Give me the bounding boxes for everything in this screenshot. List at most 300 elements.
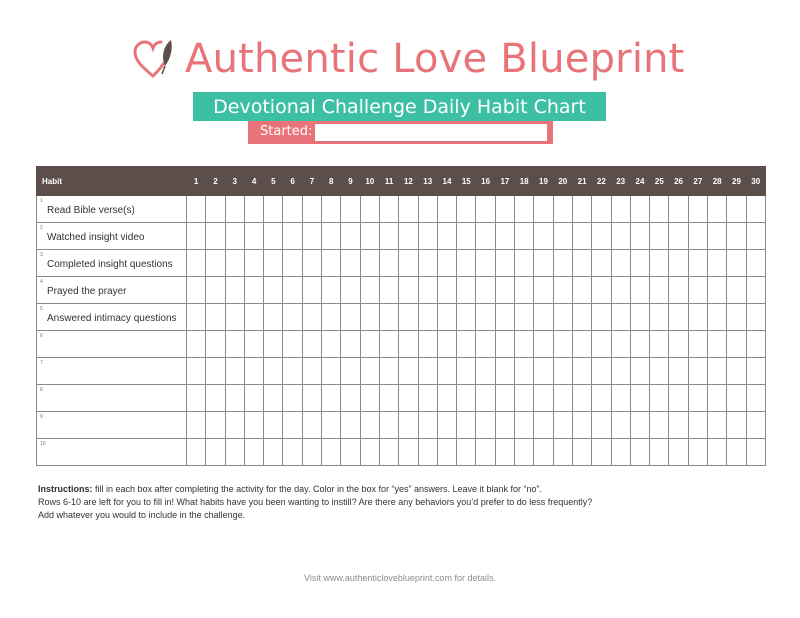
day-checkbox-cell[interactable] [264, 196, 283, 223]
day-checkbox-cell[interactable] [650, 412, 669, 439]
day-checkbox-cell[interactable] [341, 196, 360, 223]
day-checkbox-cell[interactable] [206, 412, 225, 439]
day-checkbox-cell[interactable] [264, 304, 283, 331]
day-checkbox-cell[interactable] [457, 439, 476, 466]
day-checkbox-cell[interactable] [187, 250, 206, 277]
day-checkbox-cell[interactable] [225, 439, 244, 466]
day-checkbox-cell[interactable] [264, 250, 283, 277]
day-checkbox-cell[interactable] [418, 412, 437, 439]
day-checkbox-cell[interactable] [379, 412, 398, 439]
day-checkbox-cell[interactable] [399, 277, 418, 304]
day-checkbox-cell[interactable] [630, 412, 649, 439]
day-checkbox-cell[interactable] [515, 358, 534, 385]
habit-cell[interactable] [37, 358, 187, 385]
day-checkbox-cell[interactable] [225, 412, 244, 439]
day-checkbox-cell[interactable] [341, 304, 360, 331]
day-checkbox-cell[interactable] [187, 439, 206, 466]
day-checkbox-cell[interactable] [534, 304, 553, 331]
day-checkbox-cell[interactable] [669, 223, 688, 250]
day-checkbox-cell[interactable] [322, 277, 341, 304]
day-checkbox-cell[interactable] [225, 250, 244, 277]
day-checkbox-cell[interactable] [727, 439, 746, 466]
day-checkbox-cell[interactable] [360, 331, 379, 358]
day-checkbox-cell[interactable] [669, 196, 688, 223]
habit-cell[interactable] [37, 412, 187, 439]
day-checkbox-cell[interactable] [360, 250, 379, 277]
day-checkbox-cell[interactable] [457, 358, 476, 385]
day-checkbox-cell[interactable] [437, 358, 456, 385]
day-checkbox-cell[interactable] [669, 331, 688, 358]
day-checkbox-cell[interactable] [264, 439, 283, 466]
day-checkbox-cell[interactable] [611, 358, 630, 385]
day-checkbox-cell[interactable] [592, 304, 611, 331]
day-checkbox-cell[interactable] [495, 250, 514, 277]
day-checkbox-cell[interactable] [399, 250, 418, 277]
day-checkbox-cell[interactable] [341, 277, 360, 304]
day-checkbox-cell[interactable] [572, 331, 591, 358]
day-checkbox-cell[interactable] [611, 250, 630, 277]
day-checkbox-cell[interactable] [283, 439, 302, 466]
day-checkbox-cell[interactable] [688, 439, 707, 466]
day-checkbox-cell[interactable] [476, 331, 495, 358]
day-checkbox-cell[interactable] [650, 250, 669, 277]
day-checkbox-cell[interactable] [457, 250, 476, 277]
day-checkbox-cell[interactable] [341, 385, 360, 412]
day-checkbox-cell[interactable] [476, 223, 495, 250]
day-checkbox-cell[interactable] [244, 277, 263, 304]
day-checkbox-cell[interactable] [708, 439, 727, 466]
day-checkbox-cell[interactable] [264, 223, 283, 250]
day-checkbox-cell[interactable] [688, 277, 707, 304]
day-checkbox-cell[interactable] [437, 196, 456, 223]
day-checkbox-cell[interactable] [495, 196, 514, 223]
habit-cell[interactable] [37, 223, 187, 250]
habit-cell[interactable] [37, 196, 187, 223]
day-checkbox-cell[interactable] [379, 304, 398, 331]
day-checkbox-cell[interactable] [572, 304, 591, 331]
day-checkbox-cell[interactable] [187, 196, 206, 223]
day-checkbox-cell[interactable] [244, 331, 263, 358]
day-checkbox-cell[interactable] [225, 277, 244, 304]
day-checkbox-cell[interactable] [187, 223, 206, 250]
day-checkbox-cell[interactable] [244, 385, 263, 412]
day-checkbox-cell[interactable] [534, 223, 553, 250]
day-checkbox-cell[interactable] [457, 223, 476, 250]
day-checkbox-cell[interactable] [244, 412, 263, 439]
habit-cell[interactable] [37, 250, 187, 277]
day-checkbox-cell[interactable] [650, 439, 669, 466]
day-checkbox-cell[interactable] [669, 250, 688, 277]
day-checkbox-cell[interactable] [592, 250, 611, 277]
day-checkbox-cell[interactable] [688, 250, 707, 277]
day-checkbox-cell[interactable] [206, 250, 225, 277]
day-checkbox-cell[interactable] [727, 304, 746, 331]
day-checkbox-cell[interactable] [476, 412, 495, 439]
day-checkbox-cell[interactable] [302, 277, 321, 304]
day-checkbox-cell[interactable] [650, 277, 669, 304]
day-checkbox-cell[interactable] [572, 277, 591, 304]
day-checkbox-cell[interactable] [418, 331, 437, 358]
day-checkbox-cell[interactable] [534, 277, 553, 304]
day-checkbox-cell[interactable] [611, 196, 630, 223]
day-checkbox-cell[interactable] [360, 358, 379, 385]
day-checkbox-cell[interactable] [592, 412, 611, 439]
day-checkbox-cell[interactable] [534, 358, 553, 385]
day-checkbox-cell[interactable] [322, 439, 341, 466]
day-checkbox-cell[interactable] [553, 250, 572, 277]
day-checkbox-cell[interactable] [630, 277, 649, 304]
day-checkbox-cell[interactable] [746, 385, 765, 412]
day-checkbox-cell[interactable] [708, 196, 727, 223]
day-checkbox-cell[interactable] [399, 412, 418, 439]
day-checkbox-cell[interactable] [187, 385, 206, 412]
day-checkbox-cell[interactable] [708, 358, 727, 385]
day-checkbox-cell[interactable] [322, 223, 341, 250]
day-checkbox-cell[interactable] [746, 277, 765, 304]
day-checkbox-cell[interactable] [225, 358, 244, 385]
day-checkbox-cell[interactable] [746, 196, 765, 223]
day-checkbox-cell[interactable] [206, 277, 225, 304]
day-checkbox-cell[interactable] [708, 277, 727, 304]
day-checkbox-cell[interactable] [669, 277, 688, 304]
day-checkbox-cell[interactable] [592, 277, 611, 304]
day-checkbox-cell[interactable] [534, 331, 553, 358]
day-checkbox-cell[interactable] [630, 385, 649, 412]
day-checkbox-cell[interactable] [708, 412, 727, 439]
day-checkbox-cell[interactable] [264, 358, 283, 385]
day-checkbox-cell[interactable] [302, 331, 321, 358]
day-checkbox-cell[interactable] [515, 439, 534, 466]
day-checkbox-cell[interactable] [515, 412, 534, 439]
day-checkbox-cell[interactable] [650, 304, 669, 331]
day-checkbox-cell[interactable] [360, 439, 379, 466]
day-checkbox-cell[interactable] [264, 331, 283, 358]
day-checkbox-cell[interactable] [592, 223, 611, 250]
day-checkbox-cell[interactable] [572, 196, 591, 223]
day-checkbox-cell[interactable] [727, 358, 746, 385]
day-checkbox-cell[interactable] [708, 331, 727, 358]
day-checkbox-cell[interactable] [244, 304, 263, 331]
day-checkbox-cell[interactable] [515, 331, 534, 358]
day-checkbox-cell[interactable] [611, 385, 630, 412]
habit-cell[interactable] [37, 304, 187, 331]
day-checkbox-cell[interactable] [592, 196, 611, 223]
day-checkbox-cell[interactable] [322, 196, 341, 223]
day-checkbox-cell[interactable] [630, 439, 649, 466]
day-checkbox-cell[interactable] [302, 223, 321, 250]
day-checkbox-cell[interactable] [418, 196, 437, 223]
day-checkbox-cell[interactable] [746, 412, 765, 439]
day-checkbox-cell[interactable] [476, 385, 495, 412]
day-checkbox-cell[interactable] [399, 385, 418, 412]
day-checkbox-cell[interactable] [630, 331, 649, 358]
day-checkbox-cell[interactable] [418, 304, 437, 331]
day-checkbox-cell[interactable] [322, 358, 341, 385]
day-checkbox-cell[interactable] [611, 304, 630, 331]
day-checkbox-cell[interactable] [515, 250, 534, 277]
day-checkbox-cell[interactable] [650, 196, 669, 223]
day-checkbox-cell[interactable] [264, 277, 283, 304]
day-checkbox-cell[interactable] [225, 223, 244, 250]
day-checkbox-cell[interactable] [457, 304, 476, 331]
day-checkbox-cell[interactable] [669, 358, 688, 385]
day-checkbox-cell[interactable] [437, 277, 456, 304]
day-checkbox-cell[interactable] [688, 223, 707, 250]
day-checkbox-cell[interactable] [611, 223, 630, 250]
day-checkbox-cell[interactable] [206, 385, 225, 412]
day-checkbox-cell[interactable] [476, 277, 495, 304]
day-checkbox-cell[interactable] [322, 250, 341, 277]
day-checkbox-cell[interactable] [708, 223, 727, 250]
day-checkbox-cell[interactable] [206, 439, 225, 466]
day-checkbox-cell[interactable] [611, 331, 630, 358]
day-checkbox-cell[interactable] [302, 385, 321, 412]
day-checkbox-cell[interactable] [399, 223, 418, 250]
day-checkbox-cell[interactable] [611, 412, 630, 439]
day-checkbox-cell[interactable] [457, 277, 476, 304]
day-checkbox-cell[interactable] [727, 412, 746, 439]
day-checkbox-cell[interactable] [746, 304, 765, 331]
footer-link[interactable]: Visit www.authenticloveblueprint.com for details. [304, 573, 496, 583]
day-checkbox-cell[interactable] [688, 412, 707, 439]
day-checkbox-cell[interactable] [572, 412, 591, 439]
day-checkbox-cell[interactable] [206, 331, 225, 358]
day-checkbox-cell[interactable] [688, 196, 707, 223]
day-checkbox-cell[interactable] [437, 250, 456, 277]
day-checkbox-cell[interactable] [399, 439, 418, 466]
day-checkbox-cell[interactable] [746, 223, 765, 250]
day-checkbox-cell[interactable] [572, 358, 591, 385]
day-checkbox-cell[interactable] [708, 304, 727, 331]
day-checkbox-cell[interactable] [264, 412, 283, 439]
day-checkbox-cell[interactable] [727, 223, 746, 250]
day-checkbox-cell[interactable] [418, 439, 437, 466]
started-input[interactable] [315, 124, 547, 141]
day-checkbox-cell[interactable] [283, 223, 302, 250]
day-checkbox-cell[interactable] [688, 385, 707, 412]
day-checkbox-cell[interactable] [225, 331, 244, 358]
day-checkbox-cell[interactable] [302, 412, 321, 439]
day-checkbox-cell[interactable] [572, 439, 591, 466]
day-checkbox-cell[interactable] [225, 385, 244, 412]
day-checkbox-cell[interactable] [322, 385, 341, 412]
day-checkbox-cell[interactable] [495, 277, 514, 304]
day-checkbox-cell[interactable] [650, 385, 669, 412]
day-checkbox-cell[interactable] [727, 196, 746, 223]
day-checkbox-cell[interactable] [688, 331, 707, 358]
day-checkbox-cell[interactable] [302, 250, 321, 277]
day-checkbox-cell[interactable] [534, 385, 553, 412]
day-checkbox-cell[interactable] [495, 358, 514, 385]
day-checkbox-cell[interactable] [187, 277, 206, 304]
day-checkbox-cell[interactable] [187, 412, 206, 439]
day-checkbox-cell[interactable] [727, 385, 746, 412]
day-checkbox-cell[interactable] [592, 358, 611, 385]
day-checkbox-cell[interactable] [553, 385, 572, 412]
day-checkbox-cell[interactable] [495, 385, 514, 412]
day-checkbox-cell[interactable] [244, 250, 263, 277]
day-checkbox-cell[interactable] [476, 439, 495, 466]
day-checkbox-cell[interactable] [746, 439, 765, 466]
day-checkbox-cell[interactable] [322, 331, 341, 358]
day-checkbox-cell[interactable] [379, 358, 398, 385]
day-checkbox-cell[interactable] [283, 412, 302, 439]
day-checkbox-cell[interactable] [283, 277, 302, 304]
habit-cell[interactable] [37, 385, 187, 412]
day-checkbox-cell[interactable] [572, 250, 591, 277]
day-checkbox-cell[interactable] [341, 331, 360, 358]
day-checkbox-cell[interactable] [534, 439, 553, 466]
day-checkbox-cell[interactable] [476, 304, 495, 331]
day-checkbox-cell[interactable] [495, 223, 514, 250]
day-checkbox-cell[interactable] [187, 358, 206, 385]
day-checkbox-cell[interactable] [553, 412, 572, 439]
day-checkbox-cell[interactable] [650, 358, 669, 385]
day-checkbox-cell[interactable] [437, 223, 456, 250]
day-checkbox-cell[interactable] [437, 331, 456, 358]
day-checkbox-cell[interactable] [322, 304, 341, 331]
day-checkbox-cell[interactable] [283, 196, 302, 223]
day-checkbox-cell[interactable] [302, 439, 321, 466]
day-checkbox-cell[interactable] [476, 196, 495, 223]
day-checkbox-cell[interactable] [283, 331, 302, 358]
day-checkbox-cell[interactable] [553, 196, 572, 223]
day-checkbox-cell[interactable] [418, 385, 437, 412]
day-checkbox-cell[interactable] [244, 223, 263, 250]
day-checkbox-cell[interactable] [515, 385, 534, 412]
day-checkbox-cell[interactable] [553, 331, 572, 358]
habit-cell[interactable] [37, 331, 187, 358]
day-checkbox-cell[interactable] [244, 196, 263, 223]
day-checkbox-cell[interactable] [360, 385, 379, 412]
habit-cell[interactable] [37, 439, 187, 466]
day-checkbox-cell[interactable] [418, 358, 437, 385]
day-checkbox-cell[interactable] [399, 331, 418, 358]
day-checkbox-cell[interactable] [244, 439, 263, 466]
day-checkbox-cell[interactable] [534, 250, 553, 277]
day-checkbox-cell[interactable] [572, 223, 591, 250]
day-checkbox-cell[interactable] [225, 196, 244, 223]
day-checkbox-cell[interactable] [746, 250, 765, 277]
day-checkbox-cell[interactable] [360, 277, 379, 304]
day-checkbox-cell[interactable] [688, 358, 707, 385]
day-checkbox-cell[interactable] [592, 331, 611, 358]
day-checkbox-cell[interactable] [495, 304, 514, 331]
day-checkbox-cell[interactable] [437, 304, 456, 331]
day-checkbox-cell[interactable] [457, 412, 476, 439]
day-checkbox-cell[interactable] [708, 250, 727, 277]
day-checkbox-cell[interactable] [669, 412, 688, 439]
day-checkbox-cell[interactable] [688, 304, 707, 331]
day-checkbox-cell[interactable] [379, 196, 398, 223]
day-checkbox-cell[interactable] [669, 439, 688, 466]
day-checkbox-cell[interactable] [727, 250, 746, 277]
day-checkbox-cell[interactable] [650, 331, 669, 358]
day-checkbox-cell[interactable] [495, 439, 514, 466]
day-checkbox-cell[interactable] [515, 223, 534, 250]
day-checkbox-cell[interactable] [283, 250, 302, 277]
day-checkbox-cell[interactable] [727, 277, 746, 304]
day-checkbox-cell[interactable] [206, 304, 225, 331]
day-checkbox-cell[interactable] [379, 439, 398, 466]
day-checkbox-cell[interactable] [206, 223, 225, 250]
day-checkbox-cell[interactable] [592, 439, 611, 466]
day-checkbox-cell[interactable] [206, 196, 225, 223]
day-checkbox-cell[interactable] [360, 196, 379, 223]
day-checkbox-cell[interactable] [302, 304, 321, 331]
day-checkbox-cell[interactable] [495, 331, 514, 358]
day-checkbox-cell[interactable] [515, 304, 534, 331]
day-checkbox-cell[interactable] [611, 439, 630, 466]
day-checkbox-cell[interactable] [708, 385, 727, 412]
day-checkbox-cell[interactable] [206, 358, 225, 385]
day-checkbox-cell[interactable] [322, 412, 341, 439]
day-checkbox-cell[interactable] [264, 385, 283, 412]
day-checkbox-cell[interactable] [457, 385, 476, 412]
day-checkbox-cell[interactable] [379, 223, 398, 250]
day-checkbox-cell[interactable] [553, 277, 572, 304]
day-checkbox-cell[interactable] [495, 412, 514, 439]
day-checkbox-cell[interactable] [630, 304, 649, 331]
day-checkbox-cell[interactable] [727, 331, 746, 358]
day-checkbox-cell[interactable] [283, 358, 302, 385]
day-checkbox-cell[interactable] [669, 385, 688, 412]
day-checkbox-cell[interactable] [534, 196, 553, 223]
day-checkbox-cell[interactable] [476, 358, 495, 385]
day-checkbox-cell[interactable] [553, 223, 572, 250]
day-checkbox-cell[interactable] [630, 196, 649, 223]
day-checkbox-cell[interactable] [399, 304, 418, 331]
day-checkbox-cell[interactable] [360, 412, 379, 439]
day-checkbox-cell[interactable] [476, 250, 495, 277]
day-checkbox-cell[interactable] [341, 412, 360, 439]
day-checkbox-cell[interactable] [630, 358, 649, 385]
day-checkbox-cell[interactable] [187, 331, 206, 358]
day-checkbox-cell[interactable] [225, 304, 244, 331]
day-checkbox-cell[interactable] [630, 250, 649, 277]
day-checkbox-cell[interactable] [572, 385, 591, 412]
day-checkbox-cell[interactable] [302, 358, 321, 385]
day-checkbox-cell[interactable] [437, 439, 456, 466]
day-checkbox-cell[interactable] [341, 250, 360, 277]
day-checkbox-cell[interactable] [437, 385, 456, 412]
day-checkbox-cell[interactable] [611, 277, 630, 304]
day-checkbox-cell[interactable] [553, 304, 572, 331]
day-checkbox-cell[interactable] [283, 304, 302, 331]
habit-cell[interactable] [37, 277, 187, 304]
day-checkbox-cell[interactable] [746, 331, 765, 358]
day-checkbox-cell[interactable] [379, 331, 398, 358]
day-checkbox-cell[interactable] [534, 412, 553, 439]
day-checkbox-cell[interactable] [553, 358, 572, 385]
day-checkbox-cell[interactable] [399, 196, 418, 223]
day-checkbox-cell[interactable] [379, 385, 398, 412]
day-checkbox-cell[interactable] [283, 385, 302, 412]
day-checkbox-cell[interactable] [457, 196, 476, 223]
day-checkbox-cell[interactable] [553, 439, 572, 466]
day-checkbox-cell[interactable] [592, 385, 611, 412]
day-checkbox-cell[interactable] [244, 358, 263, 385]
day-checkbox-cell[interactable] [515, 277, 534, 304]
day-checkbox-cell[interactable] [630, 223, 649, 250]
day-checkbox-cell[interactable] [669, 304, 688, 331]
day-checkbox-cell[interactable] [418, 250, 437, 277]
day-checkbox-cell[interactable] [341, 358, 360, 385]
day-checkbox-cell[interactable] [187, 304, 206, 331]
day-checkbox-cell[interactable] [302, 196, 321, 223]
day-checkbox-cell[interactable] [650, 223, 669, 250]
day-checkbox-cell[interactable] [341, 439, 360, 466]
